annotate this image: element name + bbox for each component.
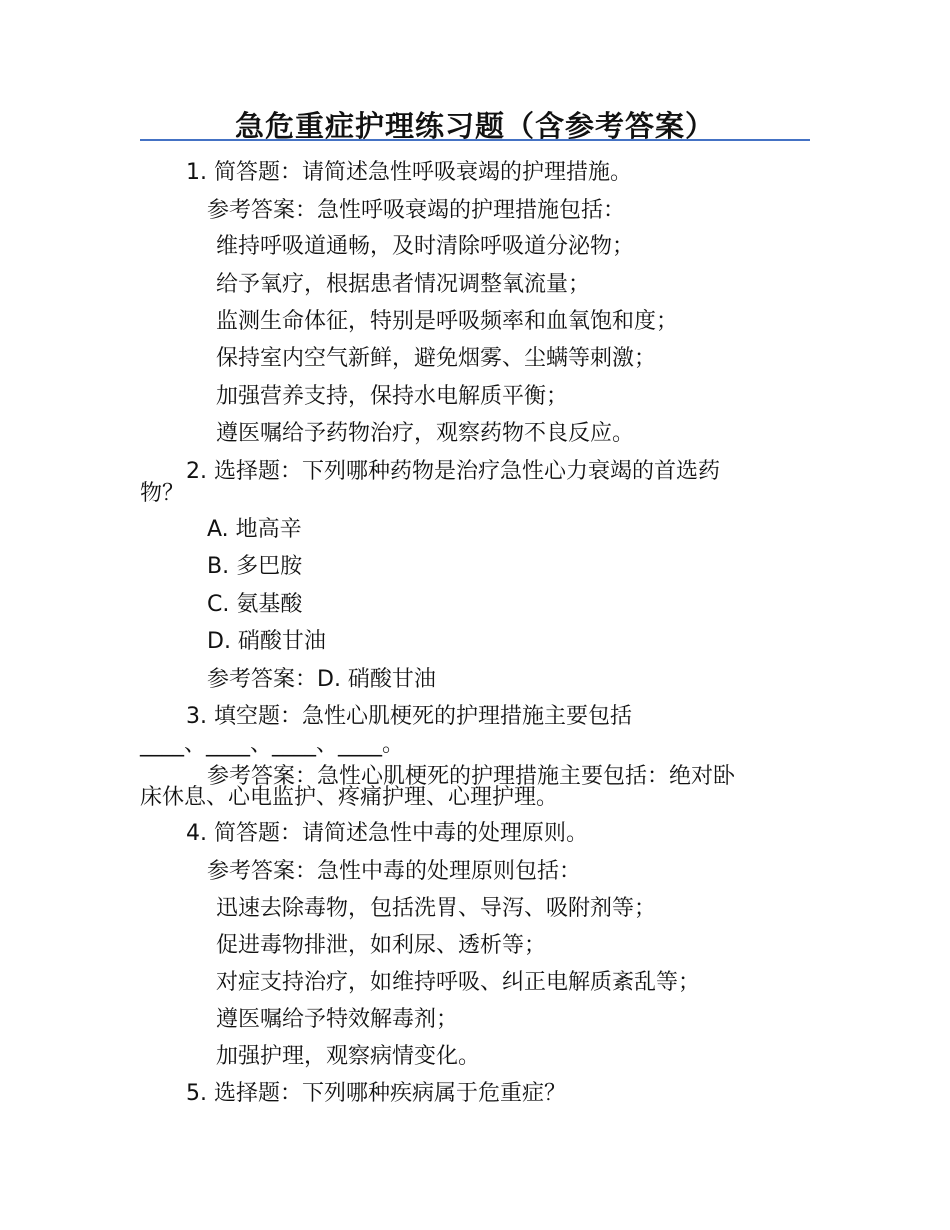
question-2-option: B. 多巴胺: [207, 554, 303, 579]
question-1-item: 给予氧疗，根据患者情况调整氧流量；: [216, 272, 591, 297]
question-4-item: 迅速去除毒物，包括洗胃、导泻、吸附剂等；: [216, 896, 657, 921]
question-1-heading: 1. 简答题：请简述急性呼吸衰竭的护理措施。: [186, 160, 632, 185]
question-3-heading: 3. 填空题：急性心肌梗死的护理措施主要包括: [186, 704, 632, 729]
question-1-item: 遵医嘱给予药物治疗，观察药物不良反应。: [216, 421, 635, 446]
question-3-answer-continuation: 床休息、心电监护、疼痛护理、心理护理。: [140, 785, 559, 810]
question-4-heading: 4. 简答题：请简述急性中毒的处理原则。: [186, 821, 588, 846]
question-2-option: D. 硝酸甘油: [207, 629, 326, 654]
question-2-option: C. 氨基酸: [207, 592, 303, 617]
question-1-item: 维持呼吸道通畅，及时清除呼吸道分泌物；: [216, 234, 635, 259]
question-4-item: 遵医嘱给予特效解毒剂；: [216, 1007, 459, 1032]
question-4-item: 促进毒物排泄，如利尿、透析等；: [216, 933, 547, 958]
question-2-option: A. 地高辛: [207, 517, 302, 542]
question-3-answer: 参考答案：急性心肌梗死的护理措施主要包括：绝对卧: [207, 764, 736, 789]
question-1-answer: 参考答案：急性呼吸衰竭的护理措施包括：: [207, 198, 626, 223]
document-title: 急危重症护理练习题（含参考答案）: [234, 109, 715, 143]
question-1-item: 保持室内空气新鲜，避免烟雾、尘螨等刺激；: [216, 346, 657, 371]
question-3-blanks: ____、____、____、____。: [140, 732, 405, 757]
question-1-item: 加强营养支持，保持水电解质平衡；: [216, 384, 569, 409]
question-4-item: 加强护理，观察病情变化。: [216, 1044, 481, 1069]
title-underline: [140, 139, 810, 141]
question-5-heading: 5. 选择题：下列哪种疾病属于危重症？: [186, 1081, 566, 1106]
question-2-answer: 参考答案：D. 硝酸甘油: [207, 667, 436, 692]
question-2-heading-continuation: 物？: [140, 481, 185, 506]
question-4-item: 对症支持治疗，如维持呼吸、纠正电解质紊乱等；: [216, 970, 701, 995]
question-2-heading: 2. 选择题：下列哪种药物是治疗急性心力衰竭的首选药: [186, 459, 720, 484]
question-4-answer: 参考答案：急性中毒的处理原则包括：: [207, 859, 582, 884]
question-1-item: 监测生命体征，特别是呼吸频率和血氧饱和度；: [216, 309, 679, 334]
